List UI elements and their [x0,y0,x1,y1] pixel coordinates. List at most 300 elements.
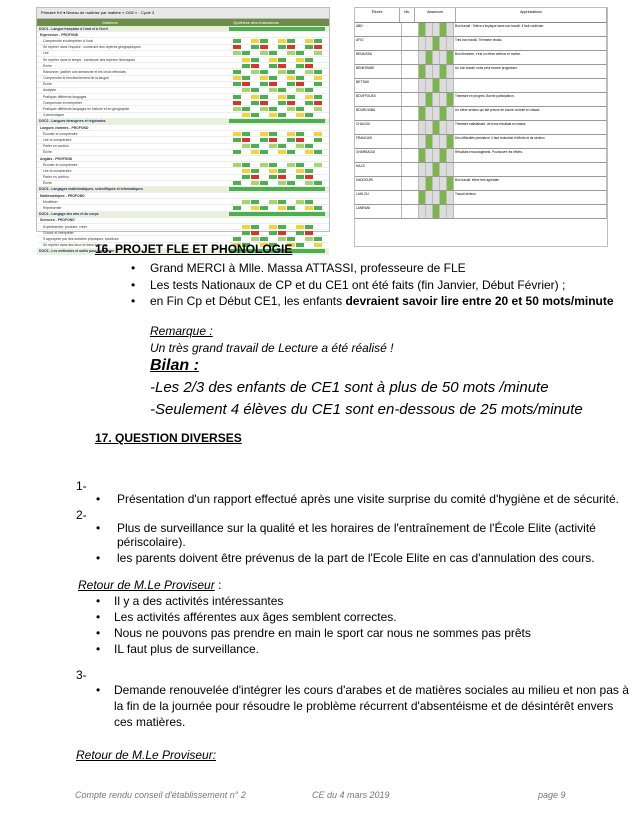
mastery-cell [269,101,277,105]
mastery-cell [296,200,304,204]
mastery-cell [251,101,259,105]
mastery-cell [296,243,304,247]
mastery-cell [305,138,313,142]
attendance-cell [440,37,447,50]
mastery-cell [269,95,277,99]
attendance-cell [447,107,454,120]
item-number: 1- [76,479,87,493]
item-1-bullet: Présentation d'un rapport effectué après une visite surprise du comité d'hygiène et de sécurité. [117,492,619,506]
attendance-cell [440,107,447,120]
mastery-cell [260,144,268,148]
mastery-cell [278,88,286,92]
attendance-cell [433,93,440,106]
mastery-cells [233,39,322,43]
mastery-cell [287,70,295,74]
mastery-cell [296,64,304,68]
mastery-cell [287,58,295,62]
mastery-cell [287,237,295,241]
mastery-cell [296,70,304,74]
mastery-cell [278,82,286,86]
student-name: BETTAHI [355,79,402,92]
mastery-cell [269,58,277,62]
mastery-cell [314,95,322,99]
attendance-cell [433,79,440,92]
mastery-cell [260,107,268,111]
mastery-cell [260,138,268,142]
mastery-cell [296,107,304,111]
attendance-cell [426,23,433,36]
mastery-cell [296,39,304,43]
mastery-cell [278,58,286,62]
mastery-rows [37,26,329,255]
level-cell [402,121,419,134]
mastery-cells [233,107,322,111]
attendance-cell [426,93,433,106]
mastery-cell [296,206,304,210]
mastery-cell [233,132,241,136]
bilan-line: -Les 2/3 des enfants de CE1 sont à plus de 50 mots /minute [150,379,549,396]
mastery-cell [260,150,268,154]
bullet-icon: • [96,492,101,506]
appreciation-text: Résultats encourageants. Poursuivre les efforts. [454,149,607,162]
mastery-cell [287,138,295,142]
mastery-cell [233,237,241,241]
appreciation-row [355,205,607,219]
mastery-cell [269,76,277,80]
appreciation-text: Très bon travail. Trimestre réussi. [454,37,607,50]
mastery-cell [251,51,259,55]
attendance-cell [447,51,454,64]
attendance-cell [426,135,433,148]
mastery-cell [269,175,277,179]
mastery-cell [314,150,322,154]
mastery-cells [233,58,322,62]
mastery-cell [233,95,241,99]
mastery-cell [278,138,286,142]
level-cell [402,23,419,36]
mastery-cell [251,138,259,142]
mastery-cell [296,163,304,167]
attendance-cell [426,37,433,50]
mastery-row-label: Écrire [43,63,52,68]
appreciation-text: Trimestre satisfaisant, de bons résultats en classe. [454,121,607,134]
mastery-row-label: DOC1 - Langue française à l'oral et à l'écrit [39,26,108,31]
mastery-cells [233,76,322,80]
appreciation-text: Un bon travail, mais peut encore progresser. [454,65,607,78]
mastery-cell [251,225,259,229]
appreciation-text [454,79,607,92]
mastery-cell [305,169,313,173]
mastery-cell [296,150,304,154]
level-cell [402,205,419,218]
mastery-cell [278,181,286,185]
level-cell [402,79,419,92]
attendance-cell [419,51,426,64]
mastery-cell [233,206,241,210]
mastery-cell [278,70,286,74]
appreciation-row [355,37,607,51]
mastery-cell [269,144,277,148]
mastery-section-bar [229,119,325,123]
mastery-cell [233,64,241,68]
mastery-cell [233,101,241,105]
mastery-cell [242,144,250,148]
attendance-cell [440,121,447,134]
mastery-cell [242,132,250,136]
mastery-cell [305,150,313,154]
level-cell [402,163,419,176]
mastery-cell [251,113,259,117]
mastery-cell [314,101,322,105]
mastery-cell [287,150,295,154]
student-name: CHALOUI [355,121,402,134]
mastery-cell [296,45,304,49]
mastery-row-label: DOC3 - Langages mathématiques, scientifiques et informatiques [39,187,144,192]
attendance-cell [440,93,447,106]
mastery-cell [314,138,322,142]
mastery-cell [296,58,304,62]
attendance-cell [419,149,426,162]
mastery-cell [260,58,268,62]
mastery-cell [314,113,322,117]
mastery-cells [233,95,322,99]
attendance-cell [433,163,440,176]
attendance-cell [426,107,433,120]
item-number: 2- [76,508,87,522]
mastery-row-label: Communiquer [43,113,65,118]
attendance-cell [447,65,454,78]
mastery-header-left: Matières [102,20,118,25]
retour-1-colon: : [214,578,222,592]
mastery-cell [242,64,250,68]
student-name: LAMRANI [355,205,402,218]
mastery-cell [242,237,250,241]
attendance-cell [440,51,447,64]
mastery-cell [233,70,241,74]
mastery-cell [278,64,286,68]
retour-1-bullet: IL faut plus de surveillance. [114,642,259,656]
appreciation-text: Un élève sérieux qui fait preuve de bonne volonté en classe. [454,107,607,120]
mastery-cell [296,144,304,148]
mastery-row-label: Lire [43,51,49,56]
mastery-toolbar: Primaire fr.il ▾ Niveau de maîtrise par matière « CM2 » - Cycle 3 [37,8,329,19]
mastery-cell [278,39,286,43]
mastery-cell [314,51,322,55]
mastery-row-label: Se repérer dans l'espace : construire des repères géographiques [43,45,141,50]
attendance-cell [419,107,426,120]
mastery-row-label: Écrire [43,181,52,186]
mastery-cell [233,51,241,55]
attendance-cell [426,51,433,64]
section-16-bullet-text: en Fin Cp et Début CE1, les enfants [150,294,346,308]
mastery-cell [314,39,322,43]
mastery-cell [278,144,286,148]
mastery-cells [233,231,322,235]
mastery-cell [296,138,304,142]
mastery-cell [269,70,277,74]
mastery-row-label: Expression - PROFOND [40,32,79,37]
attendance-cell [447,149,454,162]
mastery-cell [305,101,313,105]
student-name: BENKIRANE [355,65,402,78]
section-16-bullet-emphasis: devraient savoir lire entre 20 et 50 mots/minute [345,294,614,308]
mastery-row-label: Mathématiques - PROFOND [40,193,85,198]
mastery-cell [260,101,268,105]
mastery-cell [251,107,259,111]
item-number: 3- [76,668,87,682]
mastery-cell [260,51,268,55]
item-3-line: la fin de la journée pour résoudre le problème récurrent d'absentéisme et de désintérêt envers [114,699,614,713]
mastery-cell [287,144,295,148]
section-16-bullet [150,294,614,309]
mastery-cell [269,206,277,210]
attendance-cell [440,149,447,162]
appreciation-text: Trimestre en progrès. Bonne participation. [454,93,607,106]
mastery-cell [314,225,322,229]
attendance-cell [426,191,433,204]
mastery-cell [233,45,241,49]
mastery-cell [305,200,313,204]
mastery-cell [242,82,250,86]
bilan-line: -Seulement 4 élèves du CE1 sont en-dessous de 25 mots/minute [150,401,583,418]
mastery-row-label: Écrire [43,150,52,155]
mastery-cell [305,107,313,111]
attendance-cell [433,135,440,148]
mastery-cell [269,231,277,235]
mastery-cell [305,58,313,62]
mastery-cells [233,237,322,241]
mastery-cell [269,107,277,111]
appreciation-text: Bon travail, élève très agréable. [454,177,607,190]
mastery-cell [269,150,277,154]
attendance-cell [433,121,440,134]
section-16-heading: 16. PROJET FLE ET PHONOLOGIE [95,242,293,256]
mastery-cell [287,64,295,68]
remarque-text: Un très grand travail de Lecture a été réalisé ! [150,341,394,355]
student-name: LAHLOU [355,191,402,204]
mastery-cell [305,70,313,74]
mastery-cell [260,169,268,173]
level-cell [402,177,419,190]
attendance-cell [447,93,454,106]
mastery-cell [233,88,241,92]
mastery-header-right: Synthèse des évaluations [233,20,279,25]
mastery-cell [242,88,250,92]
mastery-row-label: Se repérer dans des lieux et dans le temps [43,243,108,248]
mastery-cell [242,45,250,49]
mastery-cells [233,150,322,154]
mastery-section-bar [229,27,325,31]
attendance-cell [440,65,447,78]
mastery-cell [260,200,268,204]
mastery-cell [314,231,322,235]
mastery-cell [287,76,295,80]
mastery-row-label: Raisonner, justifier une démarche et les choix effectués [43,69,127,74]
mastery-cell [251,82,259,86]
mastery-cell [314,76,322,80]
mastery-cell [305,88,313,92]
mastery-cell [296,82,304,86]
mastery-cell [296,132,304,136]
mastery-cell [269,45,277,49]
mastery-cells [233,51,322,55]
attendance-cell [447,163,454,176]
attendance-cell [433,191,440,204]
mastery-cell [314,200,322,204]
mastery-cell [296,95,304,99]
attendance-cell [433,177,440,190]
mastery-cell [296,88,304,92]
mastery-cell [278,150,286,154]
mastery-cell [260,45,268,49]
mastery-cell [242,95,250,99]
mastery-row-label: Représenter [43,206,62,211]
attendance-cell [447,23,454,36]
mastery-cell [287,39,295,43]
mastery-cell [305,64,313,68]
appreciation-row [355,23,607,37]
attendance-cell [426,149,433,162]
mastery-row-label: Modéliser [43,199,58,204]
appreciation-row [355,191,607,205]
mastery-cell [278,231,286,235]
attendance-cell [440,79,447,92]
mastery-cell [242,150,250,154]
mastery-cell [314,82,322,86]
mastery-cell [233,58,241,62]
mastery-cells [233,144,322,148]
mastery-cell [233,144,241,148]
attendance-cell [433,51,440,64]
mastery-cell [314,169,322,173]
mastery-cell [251,76,259,80]
level-cell [402,135,419,148]
mastery-cell [233,200,241,204]
mastery-cell [278,113,286,117]
mastery-cell [251,45,259,49]
mastery-cell [269,88,277,92]
mastery-cell [269,200,277,204]
mastery-cell [314,206,322,210]
mastery-cell [242,163,250,167]
mastery-row-label: Anglais - PROFOND [40,156,73,161]
mastery-cell [287,107,295,111]
mastery-cell [233,163,241,167]
retour-1-bullet: Nous ne pouvons pas prendre en main le sport car nous ne sommes pas prêts [114,626,531,640]
student-name: AFIO [355,37,402,50]
mastery-cell [296,181,304,185]
mastery-cell [305,95,313,99]
mastery-cell [242,175,250,179]
student-name: BOUFFOUIDI [355,93,402,106]
mastery-row-label: Pratiquer différents langages en histoire et en géographie [43,107,130,112]
mastery-cell [251,39,259,43]
mastery-cell [242,206,250,210]
appreciation-text [454,205,607,218]
mastery-row-label: Analyser [43,88,57,93]
section-16-bullet: Grand MERCI à Mlle. Massa ATTASSI, professeure de FLE [150,261,466,275]
attendance-cell [433,205,440,218]
student-name: HAJJI [355,163,402,176]
attendance-cell [419,163,426,176]
mastery-cell [242,231,250,235]
attendance-cell [433,37,440,50]
bullet-icon: • [131,261,136,275]
mastery-cell [251,231,259,235]
mastery-header [37,19,329,26]
mastery-cells [233,181,322,185]
mastery-cell [314,132,322,136]
mastery-row-label: Parler en continu [43,175,69,180]
item-2-bullet: les parents doivent être prévenus de la part de l'Ecole Elite en cas d'annulation des cours. [117,551,595,565]
mastery-cells [233,64,322,68]
mastery-cell [242,101,250,105]
mastery-cell [287,113,295,117]
attendance-cell [419,37,426,50]
mastery-cell [287,101,295,105]
attendance-cell [419,79,426,92]
mastery-row-label: DOC2 - Langues étrangères et régionales [39,119,106,124]
mastery-cell [251,144,259,148]
mastery-cell [269,237,277,241]
mastery-cell [305,231,313,235]
student-name: BENAISSA [355,51,402,64]
mastery-cell [287,200,295,204]
mastery-cell [269,169,277,173]
mastery-cell [287,163,295,167]
mastery-cell [269,132,277,136]
mastery-row-label: Expérimenter, produire, créer [43,224,87,229]
mastery-cell [287,169,295,173]
attendance-cell [440,205,447,218]
mastery-cells [233,101,322,105]
appreciation-table-screenshot [354,7,608,247]
mastery-cell [242,113,250,117]
mastery-cell [287,225,295,229]
mastery-cell [251,70,259,74]
attendance-cell [419,135,426,148]
mastery-cell [278,76,286,80]
mastery-cell [233,76,241,80]
mastery-cell [296,101,304,105]
mastery-row-label: Se repérer dans le temps : construire des repères historiques [43,57,135,62]
mastery-cell [278,163,286,167]
mastery-row-label: S'approprier par des activités physiques, sportives [43,236,119,241]
mastery-cell [233,107,241,111]
appreciation-row [355,107,607,121]
mastery-cell [314,181,322,185]
attendance-cell [447,79,454,92]
mastery-cell [242,225,250,229]
mastery-cell [314,70,322,74]
mastery-row-label: Comprendre et interpréter à l'oral [43,38,93,43]
mastery-cell [251,150,259,154]
mastery-cell [251,206,259,210]
mastery-cell [269,39,277,43]
mastery-cell [269,51,277,55]
attendance-cell [426,205,433,218]
attendance-cell [419,93,426,106]
mastery-cell [314,163,322,167]
mastery-cell [287,51,295,55]
mastery-cell [260,113,268,117]
appreciation-header-cell: Élèves [355,8,400,22]
attendance-cell [419,205,426,218]
mastery-cells [233,163,322,167]
mastery-cell [296,51,304,55]
mastery-cell [260,181,268,185]
bilan-label: Bilan : [150,357,199,374]
